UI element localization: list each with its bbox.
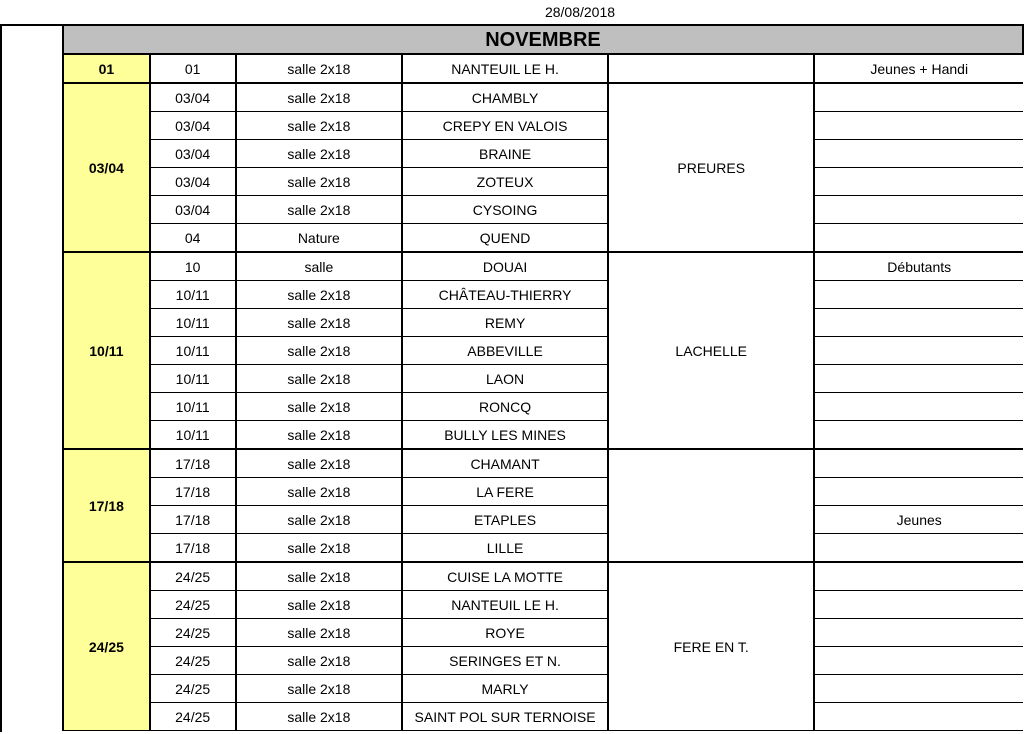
month-title: NOVEMBRE — [63, 25, 1023, 54]
club-cell: CUISE LA MOTTE — [402, 562, 608, 591]
week-cell: 03/04 — [63, 83, 150, 252]
note-cell — [814, 421, 1023, 450]
referee-cell: LACHELLE — [608, 252, 814, 449]
club-cell: LA FERE — [402, 478, 608, 506]
venue-type-cell: salle 2x18 — [236, 703, 403, 731]
note-cell — [814, 591, 1023, 619]
week-cell: 10/11 — [63, 252, 150, 449]
club-cell: BRAINE — [402, 140, 608, 168]
referee-cell: FERE EN T. — [608, 562, 814, 731]
table-row — [63, 140, 1023, 168]
venue-type-cell: salle 2x18 — [236, 675, 403, 703]
note-cell — [814, 309, 1023, 337]
venue-type-cell: salle 2x18 — [236, 619, 403, 647]
club-cell: QUEND — [402, 224, 608, 253]
table-row — [63, 393, 1023, 421]
date-cell: 10/11 — [150, 281, 236, 309]
venue-type-cell: salle 2x18 — [236, 534, 403, 563]
date-cell: 24/25 — [150, 675, 236, 703]
note-cell — [814, 647, 1023, 675]
club-cell: CHAMBLY — [402, 83, 608, 112]
table-row — [63, 281, 1023, 309]
referee-cell — [608, 54, 814, 83]
venue-type-cell: salle 2x18 — [236, 365, 403, 393]
referee-cell: PREURES — [608, 83, 814, 252]
table-row — [63, 112, 1023, 140]
venue-type-cell: salle 2x18 — [236, 309, 403, 337]
venue-type-cell: salle 2x18 — [236, 393, 403, 421]
note-cell — [814, 83, 1023, 112]
club-cell: ABBEVILLE — [402, 337, 608, 365]
date-cell: 03/04 — [150, 196, 236, 224]
venue-type-cell: Nature — [236, 224, 403, 253]
table-row — [63, 591, 1023, 619]
note-cell — [814, 534, 1023, 563]
date-cell: 10/11 — [150, 421, 236, 450]
left-margin-frame — [0, 24, 62, 732]
table-row — [63, 703, 1023, 731]
date-cell: 03/04 — [150, 140, 236, 168]
note-cell: Jeunes — [814, 506, 1023, 534]
schedule-table — [62, 24, 1024, 731]
table-row — [63, 675, 1023, 703]
venue-type-cell: salle 2x18 — [236, 112, 403, 140]
note-cell — [814, 675, 1023, 703]
club-cell: NANTEUIL LE H. — [402, 54, 608, 83]
note-cell — [814, 365, 1023, 393]
venue-type-cell: salle 2x18 — [236, 140, 403, 168]
table-row — [63, 196, 1023, 224]
club-cell: ROYE — [402, 619, 608, 647]
venue-type-cell: salle 2x18 — [236, 647, 403, 675]
venue-type-cell: salle 2x18 — [236, 562, 403, 591]
date-cell: 10/11 — [150, 337, 236, 365]
table-row — [63, 647, 1023, 675]
venue-type-cell: salle — [236, 252, 403, 281]
note-cell — [814, 140, 1023, 168]
venue-type-cell: salle 2x18 — [236, 83, 403, 112]
note-cell: Débutants — [814, 252, 1023, 281]
note-cell — [814, 168, 1023, 196]
date-cell: 03/04 — [150, 168, 236, 196]
club-cell: REMY — [402, 309, 608, 337]
table-row — [63, 619, 1023, 647]
club-cell: LAON — [402, 365, 608, 393]
date-cell: 03/04 — [150, 112, 236, 140]
table-row — [63, 83, 1023, 112]
club-cell: MARLY — [402, 675, 608, 703]
club-cell: SERINGES ET N. — [402, 647, 608, 675]
week-cell: 01 — [63, 54, 150, 83]
table-row — [63, 168, 1023, 196]
table-row — [63, 506, 1023, 534]
note-cell — [814, 196, 1023, 224]
club-cell: ETAPLES — [402, 506, 608, 534]
venue-type-cell: salle 2x18 — [236, 54, 403, 83]
date-cell: 01 — [150, 54, 236, 83]
date-cell: 17/18 — [150, 449, 236, 478]
table-row — [63, 421, 1023, 450]
note-cell — [814, 112, 1023, 140]
venue-type-cell: salle 2x18 — [236, 478, 403, 506]
date-cell: 24/25 — [150, 619, 236, 647]
venue-type-cell: salle 2x18 — [236, 591, 403, 619]
table-row — [63, 252, 1023, 281]
date-cell: 17/18 — [150, 534, 236, 563]
club-cell: NANTEUIL LE H. — [402, 591, 608, 619]
club-cell: ZOTEUX — [402, 168, 608, 196]
note-cell — [814, 449, 1023, 478]
date-cell: 17/18 — [150, 506, 236, 534]
table-row — [63, 562, 1023, 591]
document-date: 28/08/2018 — [544, 4, 616, 20]
table-row — [63, 478, 1023, 506]
date-cell: 10/11 — [150, 365, 236, 393]
week-cell: 24/25 — [63, 562, 150, 731]
table-row — [63, 54, 1023, 83]
date-cell: 03/04 — [150, 83, 236, 112]
week-cell: 17/18 — [63, 449, 150, 562]
table-row — [63, 449, 1023, 478]
venue-type-cell: salle 2x18 — [236, 337, 403, 365]
date-cell: 24/25 — [150, 703, 236, 731]
venue-type-cell: salle 2x18 — [236, 196, 403, 224]
table-row — [63, 337, 1023, 365]
date-cell: 10 — [150, 252, 236, 281]
date-cell: 24/25 — [150, 562, 236, 591]
note-cell — [814, 393, 1023, 421]
venue-type-cell: salle 2x18 — [236, 421, 403, 450]
note-cell — [814, 337, 1023, 365]
note-cell — [814, 281, 1023, 309]
date-cell: 17/18 — [150, 478, 236, 506]
table-row — [63, 224, 1023, 253]
note-cell — [814, 478, 1023, 506]
club-cell: CYSOING — [402, 196, 608, 224]
table-row — [63, 534, 1023, 563]
note-cell — [814, 562, 1023, 591]
table-row — [63, 365, 1023, 393]
date-cell: 10/11 — [150, 393, 236, 421]
club-cell: SAINT POL SUR TERNOISE — [402, 703, 608, 731]
note-cell — [814, 619, 1023, 647]
table-row — [63, 309, 1023, 337]
venue-type-cell: salle 2x18 — [236, 168, 403, 196]
venue-type-cell: salle 2x18 — [236, 281, 403, 309]
date-cell: 04 — [150, 224, 236, 253]
club-cell: CHÂTEAU-THIERRY — [402, 281, 608, 309]
club-cell: DOUAI — [402, 252, 608, 281]
club-cell: BULLY LES MINES — [402, 421, 608, 450]
club-cell: LILLE — [402, 534, 608, 563]
club-cell: CREPY EN VALOIS — [402, 112, 608, 140]
club-cell: RONCQ — [402, 393, 608, 421]
referee-cell — [608, 449, 814, 562]
date-cell: 24/25 — [150, 591, 236, 619]
note-cell — [814, 224, 1023, 253]
date-cell: 10/11 — [150, 309, 236, 337]
club-cell: CHAMANT — [402, 449, 608, 478]
venue-type-cell: salle 2x18 — [236, 506, 403, 534]
venue-type-cell: salle 2x18 — [236, 449, 403, 478]
note-cell — [814, 703, 1023, 731]
note-cell: Jeunes + Handi — [814, 54, 1023, 83]
date-cell: 24/25 — [150, 647, 236, 675]
